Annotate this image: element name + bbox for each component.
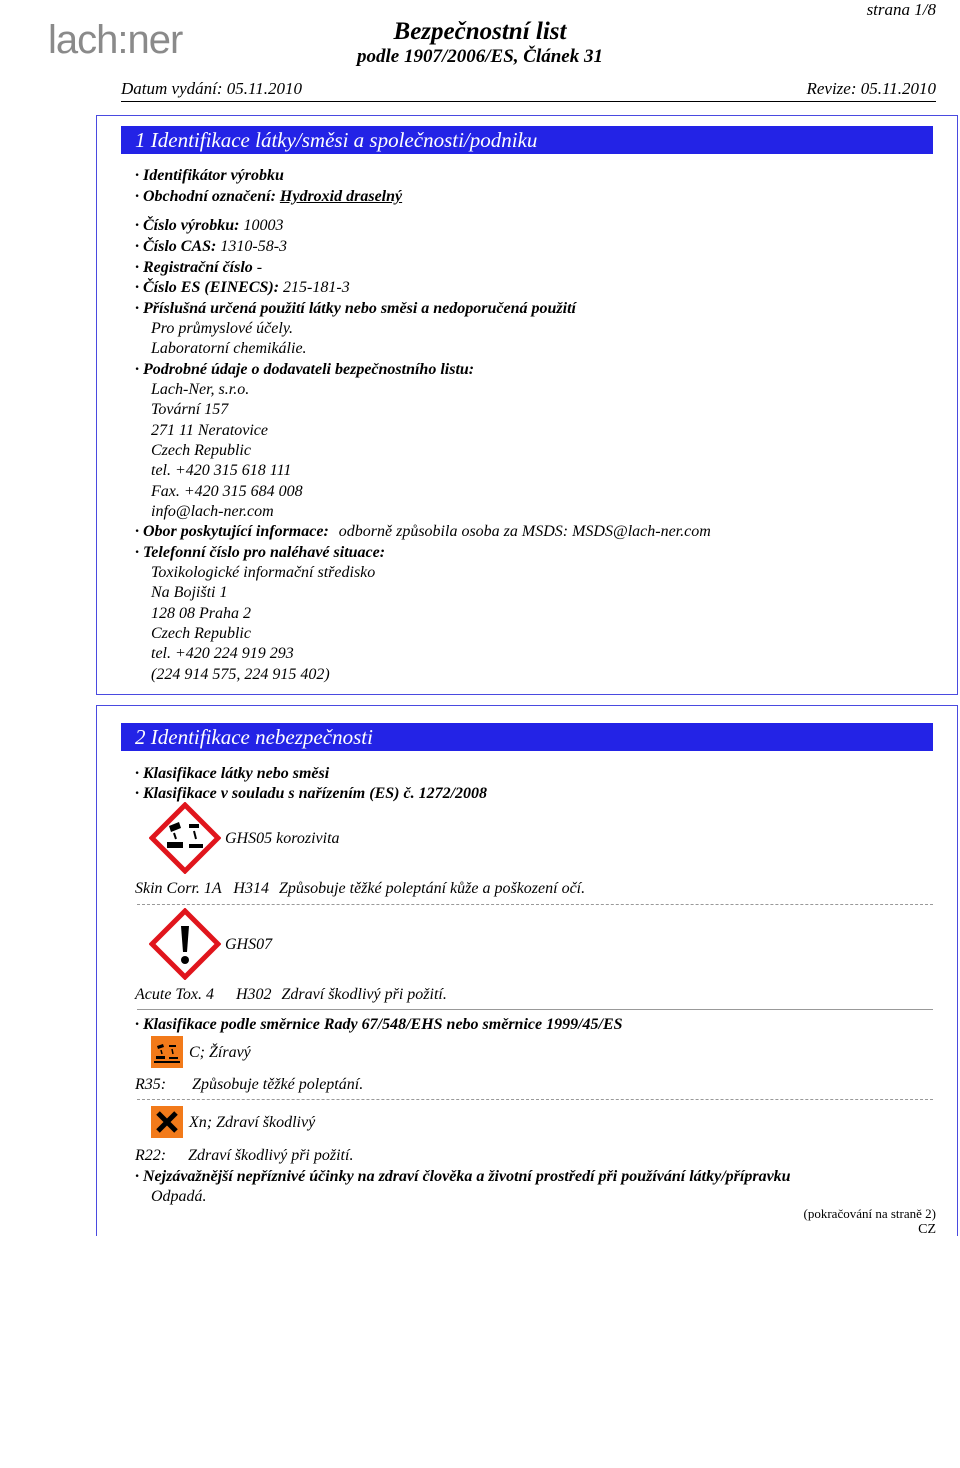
info-text: odborně způsobila osoba za MSDS: MSDS@lach-ner.com <box>338 523 711 540</box>
supplier-phone: tel. +420 315 618 111 <box>151 462 292 479</box>
section-2-heading: 2 Identifikace nebezpečnosti <box>121 723 933 751</box>
info-label: · Obor poskytující informace: <box>135 523 329 540</box>
ghs07-label: GHS07 <box>225 936 273 953</box>
xn-label: Xn; Zdraví škodlivý <box>189 1114 316 1131</box>
dashed-divider <box>137 904 933 905</box>
ec-label: · Číslo ES (EINECS): <box>135 279 280 296</box>
cas-row <box>135 237 287 257</box>
supplier-street: Tovární 157 <box>151 401 229 418</box>
section-2 <box>96 705 958 1236</box>
registration-label: · Registrační číslo <box>135 259 253 276</box>
ghs07-h-text: Zdraví škodlivý při požití. <box>281 986 447 1003</box>
r22-row <box>135 1146 353 1166</box>
ghs07-hazard-row <box>135 985 447 1005</box>
dashed-divider <box>137 1099 933 1100</box>
cas-number: 1310-58-3 <box>220 238 288 255</box>
use-line-1: Pro průmyslové účely. <box>151 320 294 337</box>
effects-label: · Nejzávažnější nepříznivé účinky na zdraví člověka a životní prostředí při používání látky/přípravku <box>135 1168 791 1185</box>
continuation-note: (pokračování na straně 2) <box>803 1206 936 1221</box>
r22-text: Zdraví škodlivý při požití. <box>188 1147 354 1164</box>
supplier-country: Czech Republic <box>151 442 251 459</box>
use-line-2: Laboratorní chemikálie. <box>151 340 307 357</box>
registration-row <box>135 258 262 278</box>
ghs05-label: GHS05 korozivita <box>225 830 340 847</box>
r22-code: R22: <box>135 1147 167 1164</box>
ec-number: 215-181-3 <box>283 279 350 296</box>
document-subtitle: podle 1907/2006/ES, Článek 31 <box>357 46 603 67</box>
emergency-line-6: (224 914 575, 224 915 402) <box>151 666 330 683</box>
emergency-line-4: Czech Republic <box>151 625 251 642</box>
supplier-fax: Fax. +420 315 684 008 <box>151 483 303 500</box>
ec-row <box>135 278 350 298</box>
section-1-heading: 1 Identifikace látky/směsi a společnosti/podniku <box>121 126 933 154</box>
r35-text: Způsobuje těžké poleptání. <box>192 1076 364 1093</box>
harmful-x-icon <box>151 1106 183 1138</box>
supplier-name: Lach-Ner, s.r.o. <box>151 381 250 398</box>
emergency-line-2: Na Bojišti 1 <box>151 584 228 601</box>
supplier-email: info@lach-ner.com <box>151 503 274 520</box>
classification-label: · Klasifikace látky nebo směsi <box>135 765 330 782</box>
solid-divider <box>137 1009 933 1010</box>
ghs05-corrosion-icon <box>149 802 221 874</box>
supplier-city: 271 11 Neratovice <box>151 422 269 439</box>
registration-number: - <box>256 259 263 276</box>
ghs05-class: Skin Corr. 1A <box>135 880 222 897</box>
dsd-label: · Klasifikace podle směrnice Rady 67/548/EHS nebo směrnice 1999/45/ES <box>135 1016 623 1033</box>
product-number: 10003 <box>243 217 284 234</box>
uses-label: · Příslušná určená použití látky nebo směsi a nedoporučená použití <box>135 300 576 317</box>
emergency-line-1: Toxikologické informační středisko <box>151 564 376 581</box>
emergency-line-3: 128 08 Praha 2 <box>151 605 251 622</box>
emergency-label: · Telefonní číslo pro naléhavé situace: <box>135 544 386 561</box>
product-number-label: · Číslo výrobku: <box>135 217 240 234</box>
emergency-line-5: tel. +420 224 919 293 <box>151 645 294 662</box>
identifier-label: · Identifikátor výrobku <box>135 167 284 184</box>
r35-row <box>135 1075 363 1095</box>
trade-name: Hydroxid draselný <box>279 188 403 205</box>
document-title: Bezpečnostní list <box>393 18 567 45</box>
company-logo: lach:ner <box>48 18 183 62</box>
corrosive-orange-icon <box>151 1036 183 1068</box>
ghs05-h-code: H314 <box>233 880 269 897</box>
section-1 <box>96 115 958 695</box>
c-label: C; Žíravý <box>189 1044 251 1061</box>
supplier-label: · Podrobné údaje o dodavateli bezpečnostního listu: <box>135 361 475 378</box>
r35-code: R35: <box>135 1076 167 1093</box>
ghs07-class: Acute Tox. 4 <box>135 986 214 1003</box>
ghs07-exclamation-icon <box>149 908 221 980</box>
ghs05-hazard-row <box>135 879 585 899</box>
effects-text: Odpadá. <box>151 1188 207 1205</box>
ghs07-h-code: H302 <box>235 986 272 1003</box>
product-number-row <box>135 216 283 236</box>
header-divider <box>121 101 936 102</box>
cas-label: · Číslo CAS: <box>135 238 217 255</box>
language-code: CZ <box>918 1222 936 1237</box>
issue-date: Datum vydání: 05.11.2010 <box>121 79 302 98</box>
info-row <box>135 522 711 542</box>
clp-label: · Klasifikace v souladu s nařízením (ES) č. 1272/2008 <box>135 785 488 802</box>
trade-name-label: · Obchodní označení: <box>135 188 276 205</box>
page-number: strana 1/8 <box>866 0 936 19</box>
ghs05-h-text: Způsobuje těžké poleptání kůže a poškození očí. <box>278 880 586 897</box>
revision-date: Revize: 05.11.2010 <box>806 79 936 98</box>
trade-name-row <box>135 187 402 207</box>
